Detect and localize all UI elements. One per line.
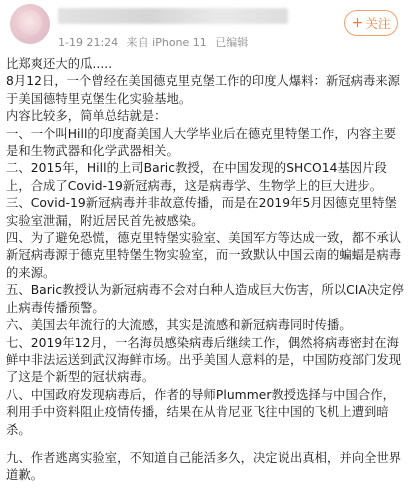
post-meta xyxy=(58,34,253,50)
post-source[interactable]: 来自 iPhone 11 xyxy=(126,36,207,49)
post-edited[interactable]: 已编辑 xyxy=(215,36,249,49)
paragraph-gap xyxy=(6,439,404,450)
avatar[interactable] xyxy=(10,4,50,44)
paragraph: 二、2015年，Hill的上司Baric教授，在中国发现的SHCO14基因片段上，合成了Covid-19新冠病毒，这是病毒学、生物学上的巨大进步。 xyxy=(6,161,387,193)
paragraph: 九、作者逃离实验室，不知道自己能活多久，决定说出真相，并向全世界道歉。 xyxy=(6,450,402,483)
follow-label: 关注 xyxy=(365,16,391,31)
follow-button[interactable] xyxy=(344,10,398,36)
paragraph: 三、Covid-19新冠病毒并非故意传播，而是在2019年5月因德克里特堡实验室泄漏，附近居民首先被感染。 xyxy=(6,196,397,228)
username-blurred[interactable] xyxy=(58,8,288,24)
post-time: 1-19 21:24 xyxy=(58,36,119,49)
paragraph: 八、中国政府发现病毒后，作者的导师Plummer教授选择与中国合作，利用手中资料阻止疫情传播，结果在从肯尼亚飞往中国的飞机上遭到暗杀。 xyxy=(6,387,395,437)
plus-icon: + xyxy=(351,15,364,31)
paragraph: 比郑爽还大的瓜..... xyxy=(6,57,113,71)
post-content xyxy=(6,56,404,485)
paragraph: 六、美国去年流行的大流感，其实是流感和新冠病毒同时传播。 xyxy=(6,318,352,333)
paragraph: 四、为了避免恐慌，德克里特堡实验室、美国军方等达成一致，都不承认新冠病毒源于德克里特堡生物实验室，而一致默认中国云南的蝙蝠是病毒的来源。 xyxy=(6,231,402,280)
paragraph: 五、Baric教授认为新冠病毒不会对白种人造成巨大伤害，所以CIA决定停止病毒传播预警。 xyxy=(6,283,404,315)
post-header xyxy=(0,0,408,52)
paragraph: 一、一个叫Hill的印度裔美国人大学毕业后在德克里特堡工作，内容主要是和生物武器和化学武器相关。 xyxy=(6,126,397,159)
paragraph: 七、2019年12月，一名海员感染病毒后继续工作，偶然将病毒密封在海鲜中非法运送到武汉海鲜市场。出乎美国人意料的是，中国防疫部门发现了这是个新型的冠状病毒。 xyxy=(6,335,402,385)
paragraph: 8月12日，一个曾经在美国德克里克堡工作的印度人爆料：新冠病毒来源于美国德特里克堡生化实验基地。 xyxy=(6,74,401,106)
paragraph: 内容比较多，简单总结就是： xyxy=(6,109,167,124)
